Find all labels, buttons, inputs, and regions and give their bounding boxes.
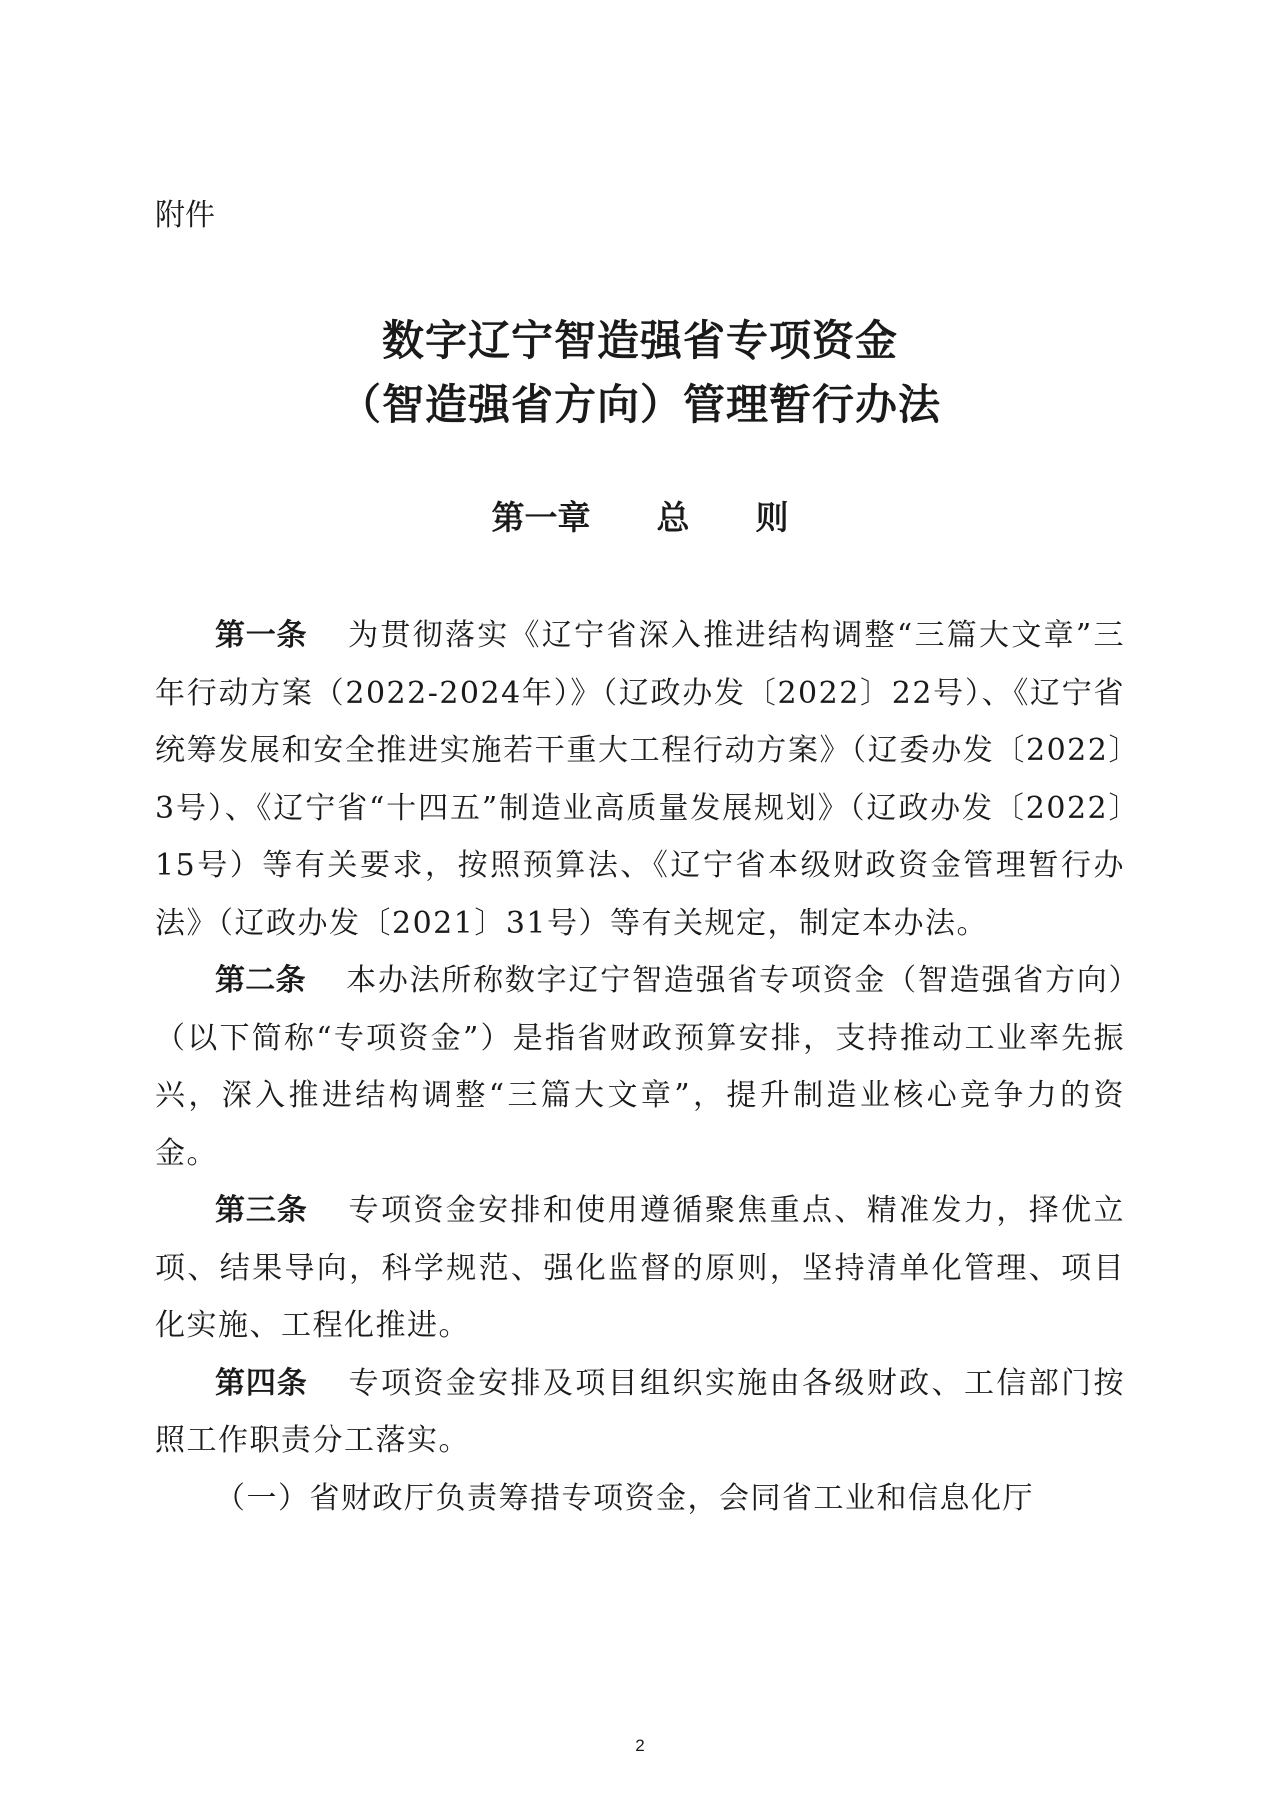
- article-3: [155, 1182, 1125, 1355]
- document-title-line-2: （智造强省方向）管理暂行办法: [338, 380, 941, 429]
- article-text: 专项资金安排及项目组织实施由各级财政、工信部门按照工作职责分工落实。: [155, 1365, 1126, 1458]
- article-text: 专项资金安排和使用遵循聚焦重点、精准发力，择优立项、结果导向，科学规范、强化监督的原则，坚持清单化管理、项目化实施、工程化推进。: [155, 1193, 1126, 1343]
- article-heading: 第三条: [215, 1193, 308, 1228]
- article-text: 本办法所称数字辽宁智造强省专项资金（智造强省方向）（以下简称“专项资金”）是指省财政预算安排，支持推动工业率先振兴，深入推进结构调整“三篇大文章”，提升制造业核心竞争力的资金。: [155, 963, 1126, 1171]
- article-4: [155, 1355, 1125, 1470]
- chapter-heading: 第一章 总 则: [491, 498, 789, 537]
- article-1: [155, 607, 1125, 952]
- article-heading: 第一条: [215, 618, 308, 653]
- article-heading: 第四条: [215, 1365, 308, 1401]
- page-number: 2: [635, 1736, 645, 1755]
- document-body: [155, 607, 1125, 1527]
- article-text: 为贯彻落实《辽宁省深入推进结构调整“三篇大文章”三年行动方案（2022-2024年）》（辽政办发〔2022〕22号）、《辽宁省统筹发展和安全推进实施若干重大工程行动方案》（辽委办发〔2022〕3号）、《辽宁省“十四五”制造业高质量发展规划》（辽政办发〔2022〕15号）等有关要求，按照预算法、《辽宁省本级财政资金管理暂行办法》（辽政办发〔2021〕31号）等有关规定，制定本办法。: [155, 618, 1125, 941]
- article-heading: 第二条: [215, 963, 306, 998]
- clause-1: （一）省财政厅负责筹措专项资金，会同省工业和信息化厅: [215, 1480, 1034, 1516]
- attachment-label: 附件: [155, 198, 215, 233]
- document-title-line-1: 数字辽宁智造强省专项资金: [381, 316, 898, 365]
- article-2: [155, 952, 1125, 1182]
